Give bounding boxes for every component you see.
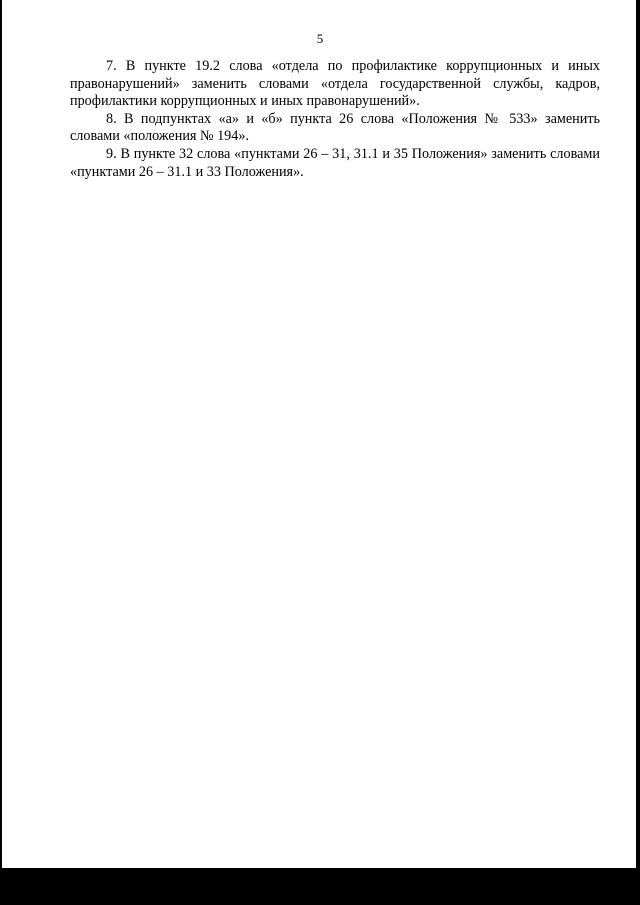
scan-edge-left <box>0 0 2 868</box>
paragraph-7: 7. В пункте 19.2 слова «отдела по профилактике коррупционных и иных правонарушений» заменить словами «отдела государственной службы, кадров, профилактики коррупционных и иных правонарушений». <box>70 58 600 110</box>
page-number: 5 <box>316 31 324 46</box>
scan-edge-right <box>636 0 640 868</box>
scan-edge-bottom <box>0 868 640 905</box>
paragraph-8: 8. В подпунктах «а» и «б» пункта 26 слова «Положения № 533» заменить словами «положения № 194». <box>70 110 600 145</box>
paragraph-9: 9. В пункте 32 слова «пунктами 26 – 31, 31.1 и 35 Положения» заменить словами «пунктами 26 – 31.1 и 33 Положения». <box>70 145 600 180</box>
document-body <box>70 58 600 181</box>
